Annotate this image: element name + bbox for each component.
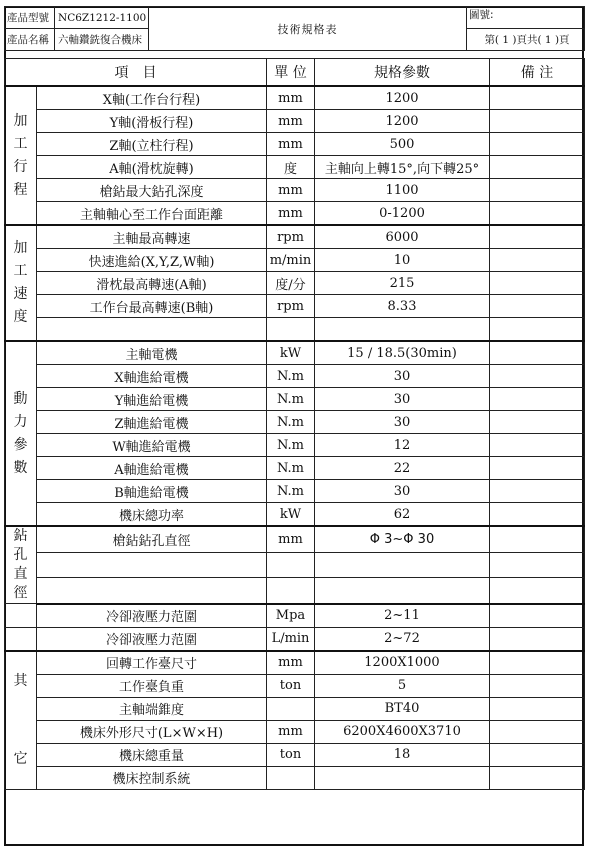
table-row	[5, 503, 585, 527]
spec-cell: 1200X1000	[315, 651, 490, 675]
name-value: 六軸鑽銑復合機床	[55, 29, 149, 51]
table-row	[5, 341, 585, 365]
remark-cell	[490, 552, 585, 577]
spec-cell: 2~72	[315, 627, 490, 651]
table-row	[5, 526, 585, 552]
table-row	[5, 133, 585, 156]
unit-cell: N.m	[267, 411, 315, 434]
spec-cell: 0-1200	[315, 202, 490, 226]
remark-cell	[490, 503, 585, 527]
table-row	[5, 434, 585, 457]
unit-cell: m/min	[267, 249, 315, 272]
remark-cell	[490, 577, 585, 603]
table-row	[5, 651, 585, 675]
spec-cell: 500	[315, 133, 490, 156]
model-value: NC6Z1212-1100	[55, 7, 149, 29]
table-row	[5, 295, 585, 318]
remark-cell	[490, 526, 585, 552]
spec-cell: 10	[315, 249, 490, 272]
unit-cell: ton	[267, 743, 315, 766]
document-header	[4, 6, 585, 51]
unit-cell: kW	[267, 341, 315, 365]
spec-cell: 30	[315, 480, 490, 503]
remark-cell	[490, 720, 585, 743]
table-row	[5, 766, 585, 789]
remark-cell	[490, 411, 585, 434]
unit-cell: N.m	[267, 434, 315, 457]
spec-cell: 12	[315, 434, 490, 457]
model-label: 產品型號	[5, 7, 55, 29]
item-cell: Z軸進給電機	[37, 411, 267, 434]
name-label: 產品名稱	[5, 29, 55, 51]
remark-cell	[490, 318, 585, 342]
spec-cell: 1200	[315, 110, 490, 133]
remark-cell	[490, 295, 585, 318]
unit-cell: kW	[267, 503, 315, 527]
section-power: 動 力 參 數	[5, 341, 37, 526]
spec-table	[4, 58, 585, 790]
spec-cell: 主軸向上轉15°,向下轉25°	[315, 156, 490, 179]
spec-cell: 30	[315, 411, 490, 434]
spec-cell: 8.33	[315, 295, 490, 318]
spec-cell	[315, 318, 490, 342]
spec-cell: 1200	[315, 86, 490, 110]
section-other: 其 它	[5, 651, 37, 790]
remark-cell	[490, 651, 585, 675]
item-cell: W軸進給電機	[37, 434, 267, 457]
remark-cell	[490, 627, 585, 651]
remark-cell	[490, 674, 585, 697]
spec-cell: 1100	[315, 179, 490, 202]
remark-cell	[490, 179, 585, 202]
table-row	[5, 388, 585, 411]
item-cell: Y軸(滑板行程)	[37, 110, 267, 133]
remark-cell	[490, 202, 585, 226]
item-cell: 機床外形尺寸(L×W×H)	[37, 720, 267, 743]
unit-cell: mm	[267, 179, 315, 202]
unit-cell: N.m	[267, 388, 315, 411]
item-cell: X軸(工作台行程)	[37, 86, 267, 110]
spec-cell: BT40	[315, 697, 490, 720]
table-row	[5, 604, 585, 628]
unit-cell: mm	[267, 86, 315, 110]
item-cell: 冷卻液壓力范圍	[37, 604, 267, 628]
remark-cell	[490, 133, 585, 156]
item-cell: 滑枕最高轉速(A軸)	[37, 272, 267, 295]
table-row	[5, 411, 585, 434]
remark-cell	[490, 766, 585, 789]
spec-cell: 215	[315, 272, 490, 295]
unit-cell: rpm	[267, 295, 315, 318]
item-cell: 主軸軸心至工作台面距離	[37, 202, 267, 226]
page-title: 技術規格表	[149, 7, 467, 51]
table-row	[5, 674, 585, 697]
item-cell: X軸進給電機	[37, 365, 267, 388]
spec-cell: 2~11	[315, 604, 490, 628]
item-cell: 工作臺負重	[37, 674, 267, 697]
item-cell: 工作台最高轉速(B軸)	[37, 295, 267, 318]
remark-cell	[490, 365, 585, 388]
table-row	[5, 457, 585, 480]
unit-cell: mm	[267, 720, 315, 743]
unit-cell: 度/分	[267, 272, 315, 295]
unit-cell	[267, 552, 315, 577]
table-row	[5, 249, 585, 272]
item-cell: B軸進給電機	[37, 480, 267, 503]
unit-cell: mm	[267, 110, 315, 133]
remark-cell	[490, 249, 585, 272]
unit-cell: mm	[267, 651, 315, 675]
unit-cell: N.m	[267, 480, 315, 503]
item-cell: A軸進給電機	[37, 457, 267, 480]
spec-cell: 62	[315, 503, 490, 527]
remark-cell	[490, 743, 585, 766]
table-row	[5, 365, 585, 388]
item-cell: 槍鉆最大鉆孔深度	[37, 179, 267, 202]
remark-cell	[490, 388, 585, 411]
spec-cell: 6000	[315, 225, 490, 249]
table-row	[5, 480, 585, 503]
unit-cell: N.m	[267, 365, 315, 388]
spec-cell: 18	[315, 743, 490, 766]
spec-cell: 5	[315, 674, 490, 697]
remark-cell	[490, 272, 585, 295]
unit-cell: Mpa	[267, 604, 315, 628]
unit-cell: mm	[267, 133, 315, 156]
spec-cell: 15 / 18.5(30min)	[315, 341, 490, 365]
unit-cell: N.m	[267, 457, 315, 480]
item-cell: 槍鉆鉆孔直徑	[37, 526, 267, 552]
spec-cell: 30	[315, 365, 490, 388]
remark-cell	[490, 480, 585, 503]
section-speed: 加 工 速 度	[5, 225, 37, 341]
page-count: 第( 1 )頁共( 1 )頁	[467, 29, 585, 51]
table-row	[5, 202, 585, 226]
table-row	[5, 552, 585, 577]
unit-cell	[267, 766, 315, 789]
item-cell: Z軸(立柱行程)	[37, 133, 267, 156]
item-cell: A軸(滑枕旋轉)	[37, 156, 267, 179]
unit-cell	[267, 577, 315, 603]
table-row	[5, 720, 585, 743]
spec-cell: Φ 3~Φ 30	[315, 526, 490, 552]
unit-cell: mm	[267, 202, 315, 226]
table-row	[5, 272, 585, 295]
remark-cell	[490, 341, 585, 365]
item-cell: 回轉工作臺尺寸	[37, 651, 267, 675]
table-row	[5, 156, 585, 179]
remark-cell	[490, 86, 585, 110]
remark-cell	[490, 156, 585, 179]
item-cell: 快速進給(X,Y,Z,W軸)	[37, 249, 267, 272]
section-blank	[5, 604, 37, 628]
item-cell: 機床控制系統	[37, 766, 267, 789]
spec-cell	[315, 577, 490, 603]
col-unit: 單 位	[267, 59, 315, 87]
section-blank	[5, 627, 37, 651]
remark-cell	[490, 604, 585, 628]
table-row	[5, 86, 585, 110]
unit-cell: mm	[267, 526, 315, 552]
unit-cell: ton	[267, 674, 315, 697]
remark-cell	[490, 434, 585, 457]
table-row	[5, 110, 585, 133]
col-item: 項 目	[5, 59, 267, 87]
item-cell	[37, 552, 267, 577]
table-row	[5, 577, 585, 603]
item-cell	[37, 318, 267, 342]
spec-cell	[315, 552, 490, 577]
unit-cell: 度	[267, 156, 315, 179]
unit-cell	[267, 318, 315, 342]
remark-cell	[490, 457, 585, 480]
item-cell	[37, 577, 267, 603]
spec-cell: 6200X4600X3710	[315, 720, 490, 743]
section-travel: 加 工 行 程	[5, 86, 37, 225]
item-cell: 主軸最高轉速	[37, 225, 267, 249]
unit-cell	[267, 697, 315, 720]
table-row	[5, 318, 585, 342]
item-cell: 機床總重量	[37, 743, 267, 766]
table-row	[5, 627, 585, 651]
item-cell: 機床總功率	[37, 503, 267, 527]
table-row	[5, 697, 585, 720]
drawing-no-label: 圖號:	[467, 7, 585, 29]
spec-cell	[315, 766, 490, 789]
item-cell: 主軸電機	[37, 341, 267, 365]
table-row	[5, 743, 585, 766]
item-cell: 冷卻液壓力范圍	[37, 627, 267, 651]
spec-cell: 30	[315, 388, 490, 411]
remark-cell	[490, 697, 585, 720]
section-drill: 鉆 孔 直 徑	[5, 526, 37, 604]
col-remark: 備 注	[490, 59, 585, 87]
unit-cell: L/min	[267, 627, 315, 651]
spec-cell: 22	[315, 457, 490, 480]
remark-cell	[490, 110, 585, 133]
table-row	[5, 225, 585, 249]
table-row	[5, 179, 585, 202]
unit-cell: rpm	[267, 225, 315, 249]
item-cell: Y軸進給電機	[37, 388, 267, 411]
col-spec: 規格參數	[315, 59, 490, 87]
remark-cell	[490, 225, 585, 249]
item-cell: 主軸端錐度	[37, 697, 267, 720]
